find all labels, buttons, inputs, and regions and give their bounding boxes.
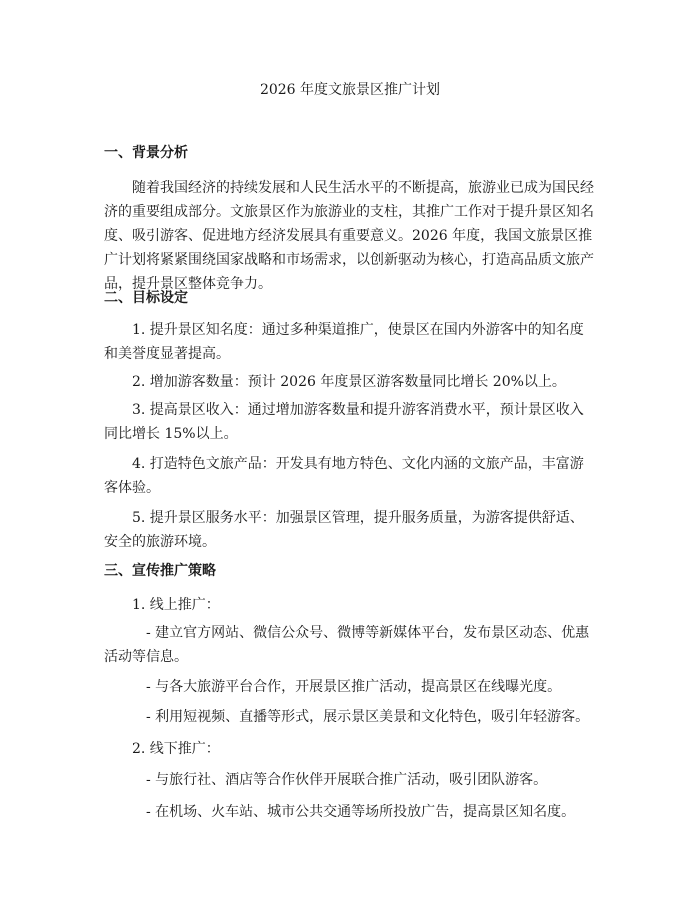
goal-item-1: 1. 提升景区知名度：通过多种渠道推广，使景区在国内外游客中的知名度和美誉度显著提高。 (104, 322, 584, 362)
promotion-item-online: 1. 线上推广： (132, 597, 220, 613)
section-heading-promotion: 三、宣传推广策略 (104, 563, 216, 579)
promotion-item-offline: 2. 线下推广： (132, 741, 220, 757)
paragraph-background: 随着我国经济的持续发展和人民生活水平的不断提高，旅游业已成为国民经济的重要组成部分。文旅景区作为旅游业的支柱，其推广工作对于提升景区知名度、吸引游客、促进地方经济发展具有重要意义。2026 年度，我国文旅景区推广计划将紧紧围绕国家战略和市场需求，以创新驱动为核心，打造高品质文旅产品，提升景区整体竞争力。 (104, 180, 594, 292)
section-heading-background: 一、背景分析 (104, 145, 188, 161)
goal-item-5: 5. 提升景区服务水平：加强景区管理，提升服务质量，为游客提供舒适、安全的旅游环境。 (104, 510, 584, 550)
offline-bullet-2: - 在机场、火车站、城市公共交通等场所投放广告，提高景区知名度。 (146, 804, 576, 820)
online-bullet-1: - 建立官方网站、微信公众号、微博等新媒体平台，发布景区动态、优惠活动等信息。 (104, 625, 590, 665)
goal-item-2: 2. 增加游客数量：预计 2026 年度景区游客数量同比增长 20%以上。 (132, 374, 566, 390)
document-title: 2026 年度文旅景区推广计划 (259, 82, 441, 98)
online-bullet-3: - 利用短视频、直播等形式，展示景区美景和文化特色，吸引年轻游客。 (146, 709, 590, 725)
goal-item-4: 4. 打造特色文旅产品：开发具有地方特色、文化内涵的文旅产品，丰富游客体验。 (104, 456, 584, 496)
goal-item-3: 3. 提高景区收入：通过增加游客数量和提升游客消费水平，预计景区收入同比增长 15%以上。 (104, 402, 584, 442)
online-bullet-2: - 与各大旅游平台合作，开展景区推广活动，提高景区在线曝光度。 (146, 679, 562, 695)
offline-bullet-1: - 与旅行社、酒店等合作伙伴开展联合推广活动，吸引团队游客。 (146, 772, 548, 788)
section-heading-goals: 二、目标设定 (104, 290, 188, 306)
